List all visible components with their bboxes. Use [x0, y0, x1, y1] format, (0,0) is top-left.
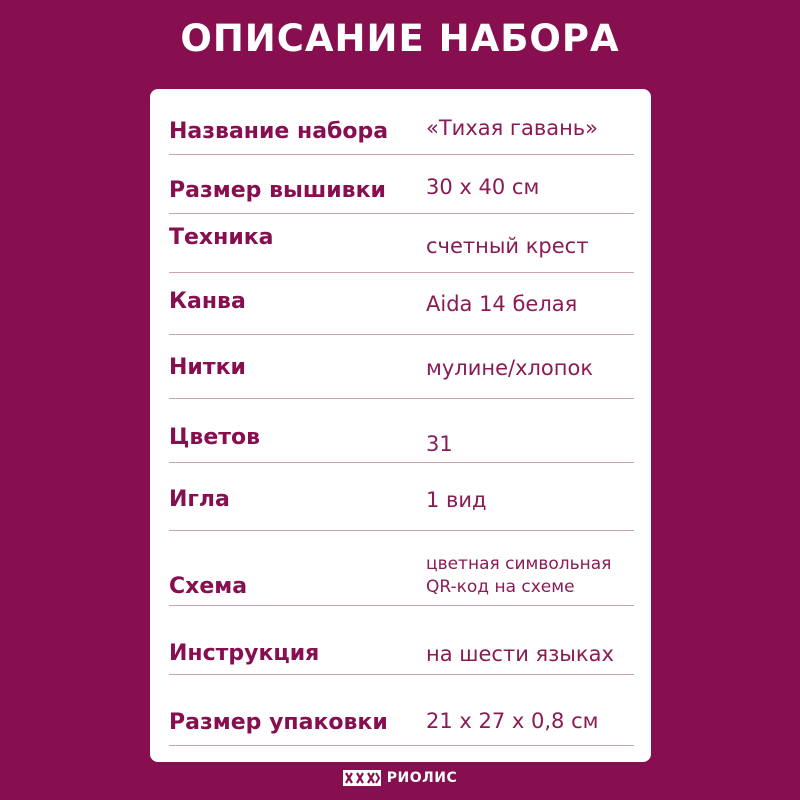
spec-label: Нитки [169, 355, 246, 380]
spec-row-technique [169, 214, 634, 273]
spec-row-colors [169, 399, 634, 463]
spec-value-line: QR-код на схеме [426, 577, 575, 597]
spec-row-size [169, 155, 634, 214]
spec-row-instruction [169, 606, 634, 675]
spec-row-needle [169, 463, 634, 531]
spec-value: «Тихая гавань» [426, 116, 599, 140]
spec-label: Техника [169, 225, 274, 250]
spec-value: 21 х 27 х 0,8 см [426, 709, 599, 733]
spec-label: Размер упаковки [169, 710, 388, 735]
spec-value: Aida 14 белая [426, 292, 578, 316]
spec-value: 31 [426, 432, 453, 456]
spec-value-line: цветная символьная [426, 554, 612, 574]
riolis-logo-icon [343, 770, 381, 786]
brand-name: РИОЛИС [386, 770, 458, 786]
spec-row-canvas [169, 273, 634, 335]
spec-row-name [169, 89, 634, 155]
spec-value: счетный крест [426, 234, 589, 258]
spec-row-threads [169, 335, 634, 399]
spec-value: 1 вид [426, 488, 487, 512]
spec-row-package [169, 675, 634, 746]
spec-value: мулине/хлопок [426, 356, 594, 380]
spec-label: Размер вышивки [169, 178, 386, 203]
spec-label: Игла [169, 487, 230, 512]
footer-brand [0, 766, 800, 790]
spec-card [150, 89, 651, 762]
spec-label: Схема [169, 574, 248, 599]
spec-label: Инструкция [169, 641, 320, 666]
spec-label: Цветов [169, 425, 261, 450]
spec-value: на шести языках [426, 642, 614, 666]
spec-value: 30 х 40 см [426, 175, 540, 199]
spec-row-scheme [169, 531, 634, 606]
page-title: ОПИСАНИЕ НАБОРА [180, 17, 620, 60]
spec-label: Канва [169, 289, 246, 314]
spec-label: Название набора [169, 119, 389, 144]
spec-value [426, 553, 611, 599]
